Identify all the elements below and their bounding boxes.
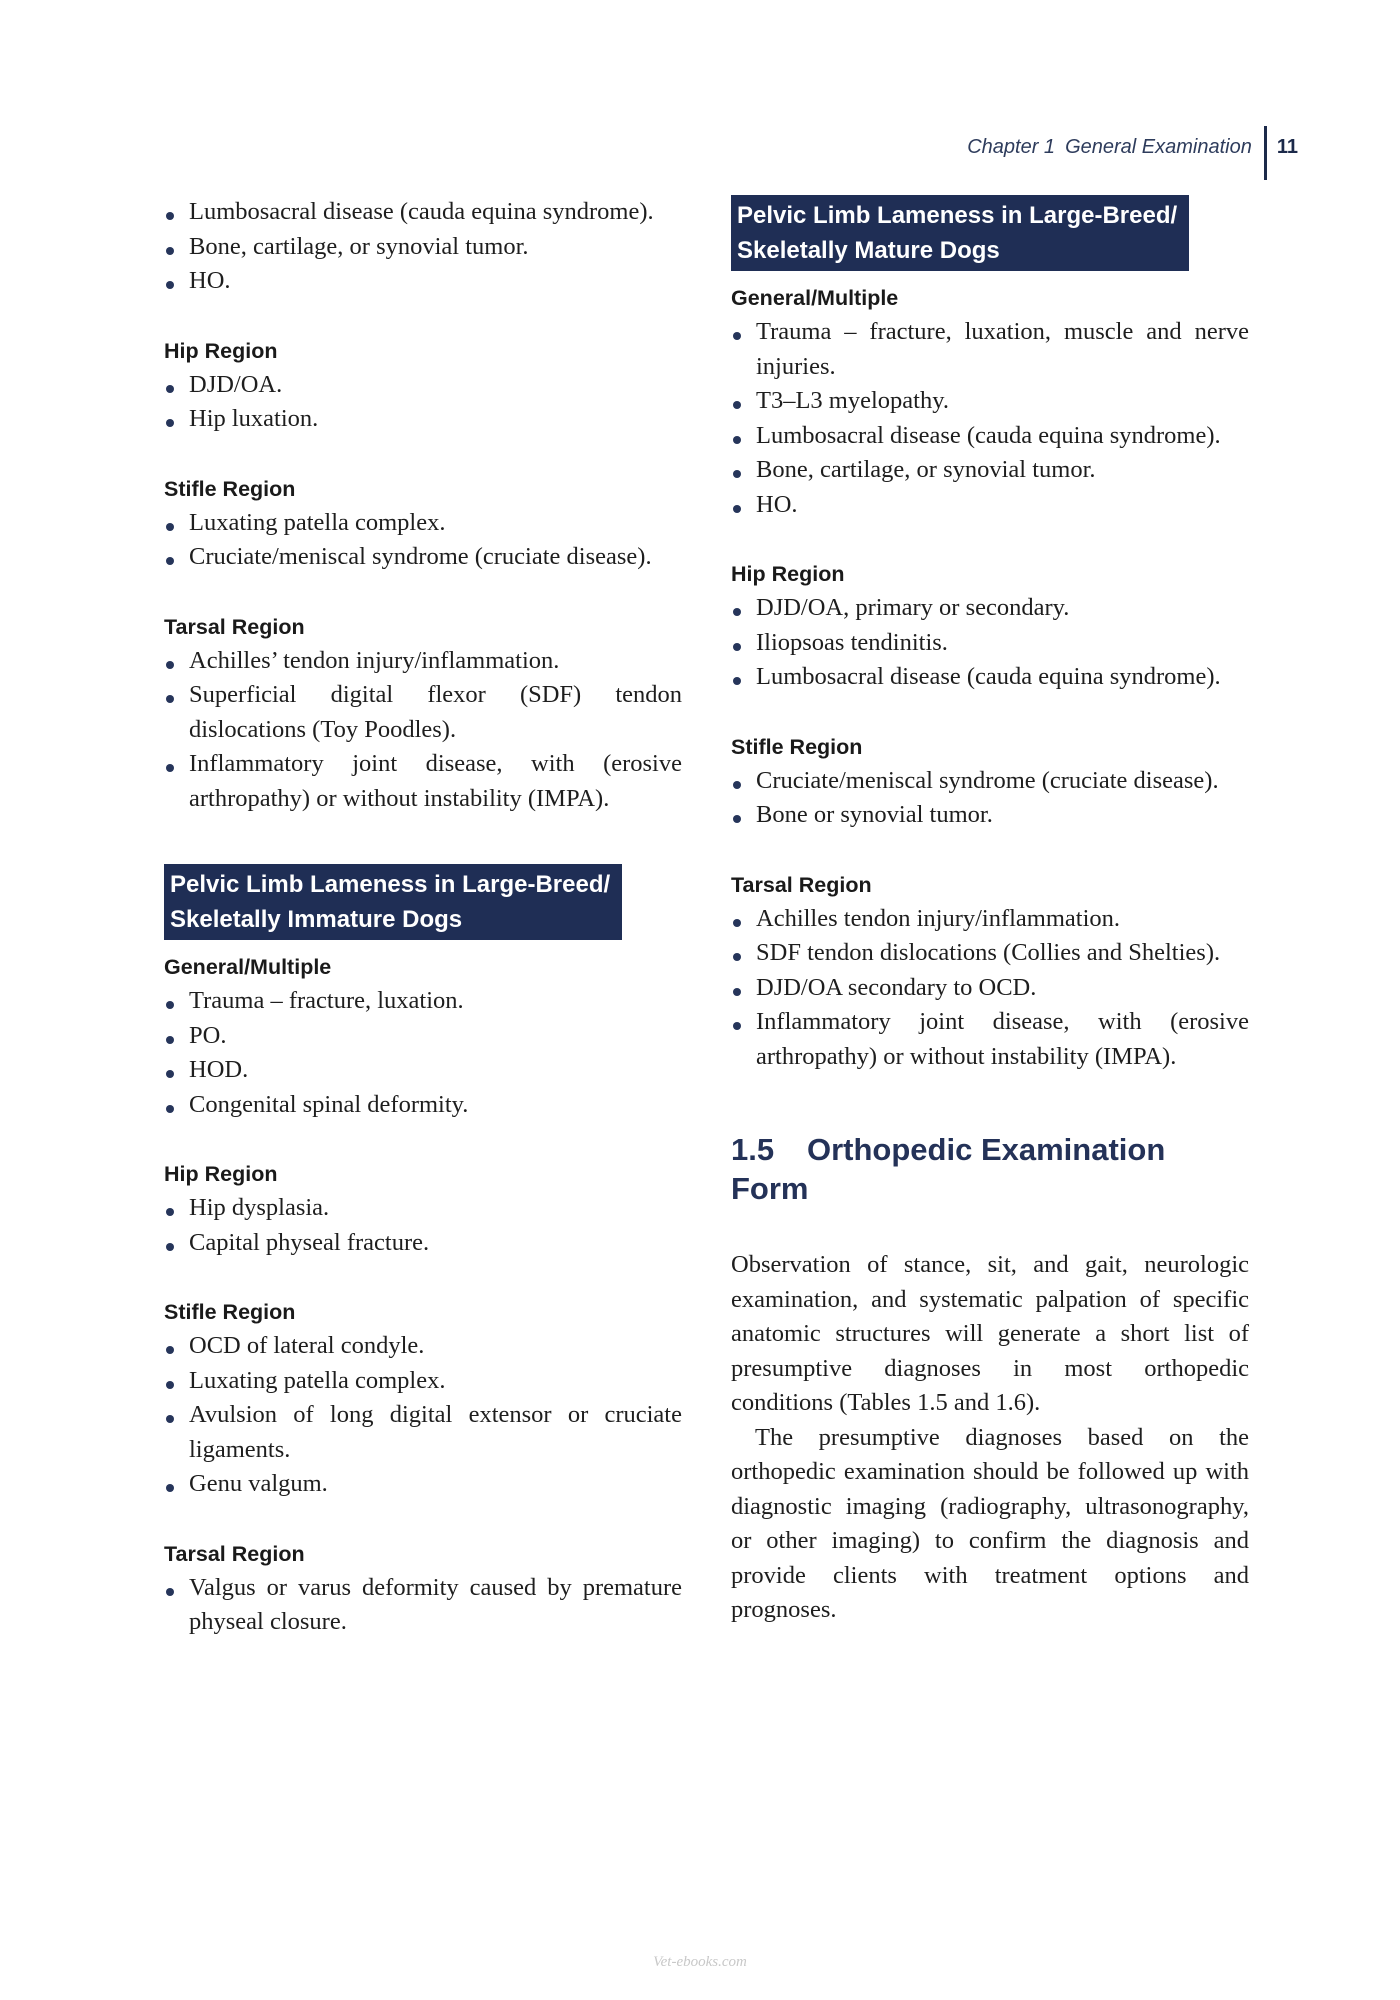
watermark: Vet-ebooks.com [653, 1954, 747, 1970]
list-item: Luxating patella complex. [164, 1364, 682, 1399]
list-item: Genu valgum. [164, 1467, 682, 1502]
stifle-region-list [164, 1329, 682, 1502]
hip-region-list [164, 368, 682, 437]
subheading-tarsal-region: Tarsal Region [164, 1541, 305, 1566]
list-item: Trauma – fracture, luxation. [164, 984, 682, 1019]
header-rule [1264, 126, 1267, 180]
subheading-stifle-region: Stifle Region [164, 476, 296, 501]
list-item: Trauma – fracture, luxation, muscle and nerve injuries. [731, 315, 1249, 384]
subheading-hip-region: Hip Region [731, 562, 845, 586]
subheading-stifle-region: Stifle Region [164, 1300, 296, 1324]
body-paragraph: The presumptive diagnoses based on the orthopedic examination should be followed up with diagnostic imaging (radiography, ultrasonography, or other imaging) to confirm the diagnosis and provide clients with treatment options and prognoses. [731, 1423, 1249, 1623]
list-item: Bone or synovial tumor. [731, 798, 1249, 833]
list-item: Bone, cartilage, or synovial tumor. [731, 453, 1249, 488]
list-item: Cruciate/meniscal syndrome (cruciate disease). [731, 764, 1249, 799]
subheading-general-multiple: General/Multiple [164, 955, 332, 979]
list-item: Valgus or varus deformity caused by premature physeal closure. [164, 1571, 682, 1640]
list-item: Hip dysplasia. [164, 1191, 682, 1226]
list-item: DJD/OA. [164, 368, 682, 403]
list-item: Luxating patella complex. [164, 506, 682, 541]
list-item: Achilles’ tendon injury/inflammation. [164, 644, 682, 679]
list-item: Achilles tendon injury/inflammation. [731, 902, 1249, 937]
list-item: DJD/OA, primary or secondary. [731, 591, 1249, 626]
list-item: Hip luxation. [164, 402, 682, 437]
chapter-title: General Examination [1065, 136, 1252, 158]
box-title-skeletally-mature: Pelvic Limb Lameness in Large-Breed/ Skeletally Mature Dogs [731, 195, 1189, 271]
list-item: Lumbosacral disease (cauda equina syndrome). [731, 419, 1249, 454]
list-item: Capital physeal fracture. [164, 1226, 682, 1261]
list-item: Inflammatory joint disease, with (erosive arthropathy) or without instability (IMPA). [731, 1005, 1249, 1074]
running-header [967, 126, 1298, 180]
section-heading [731, 1130, 1249, 1208]
list-item: Avulsion of long digital extensor or cruciate ligaments. [164, 1398, 682, 1467]
list-item: Lumbosacral disease (cauda equina syndrome). [731, 660, 1249, 695]
section-title: Orthopedic Examination Form [731, 1132, 1166, 1206]
list-item: SDF tendon dislocations (Collies and Shelties). [731, 936, 1249, 971]
tarsal-region-list [164, 1571, 682, 1640]
left-column [164, 195, 682, 1640]
right-column [731, 195, 1249, 1628]
stifle-region-list [731, 764, 1249, 833]
list-item: PO. [164, 1019, 682, 1054]
list-item: HO. [731, 488, 1249, 523]
list-item: Cruciate/meniscal syndrome (cruciate disease). [164, 540, 682, 575]
general-multiple-list [731, 315, 1249, 522]
tarsal-region-list [164, 644, 682, 817]
list-item: Inflammatory joint disease, with (erosive arthropathy) or without instability (IMPA). [164, 747, 682, 816]
list-item: Iliopsoas tendinitis. [731, 626, 1249, 661]
list-item: Lumbosacral disease (cauda equina syndrome). [164, 195, 682, 230]
subheading-tarsal-region: Tarsal Region [731, 872, 872, 897]
list-item: HO. [164, 264, 682, 299]
subheading-tarsal-region: Tarsal Region [164, 614, 305, 639]
list-item: Congenital spinal deformity. [164, 1088, 682, 1123]
list-item: DJD/OA secondary to OCD. [731, 971, 1249, 1006]
list-item: HOD. [164, 1053, 682, 1088]
hip-region-list [164, 1191, 682, 1260]
tarsal-region-list [731, 902, 1249, 1075]
list-item: Bone, cartilage, or synovial tumor. [164, 230, 682, 265]
stifle-region-list [164, 506, 682, 575]
hip-region-list [731, 591, 1249, 695]
list-item: Superficial digital flexor (SDF) tendon dislocations (Toy Poodles). [164, 678, 682, 747]
chapter-label: Chapter 1 [967, 136, 1056, 158]
subheading-hip-region: Hip Region [164, 1162, 278, 1186]
subheading-hip-region: Hip Region [164, 338, 278, 363]
subheading-general-multiple: General/Multiple [731, 286, 899, 310]
box-title-skeletally-immature: Pelvic Limb Lameness in Large-Breed/ Skeletally Immature Dogs [164, 864, 622, 940]
general-multiple-list [164, 984, 682, 1122]
list-item: T3–L3 myelopathy. [731, 384, 1249, 419]
body-paragraph: Observation of stance, sit, and gait, neurologic examination, and systematic palpation of specific anatomic structures will generate a short list of presumptive diagnoses in most orthopedic conditions (Tables 1.5 and 1.6). [731, 1251, 1249, 1416]
section-number: 1.5 [731, 1132, 775, 1167]
page-number: 11 [1276, 136, 1298, 158]
subheading-stifle-region: Stifle Region [731, 734, 863, 759]
list-item: OCD of lateral condyle. [164, 1329, 682, 1364]
continued-bullet-list [164, 195, 682, 299]
